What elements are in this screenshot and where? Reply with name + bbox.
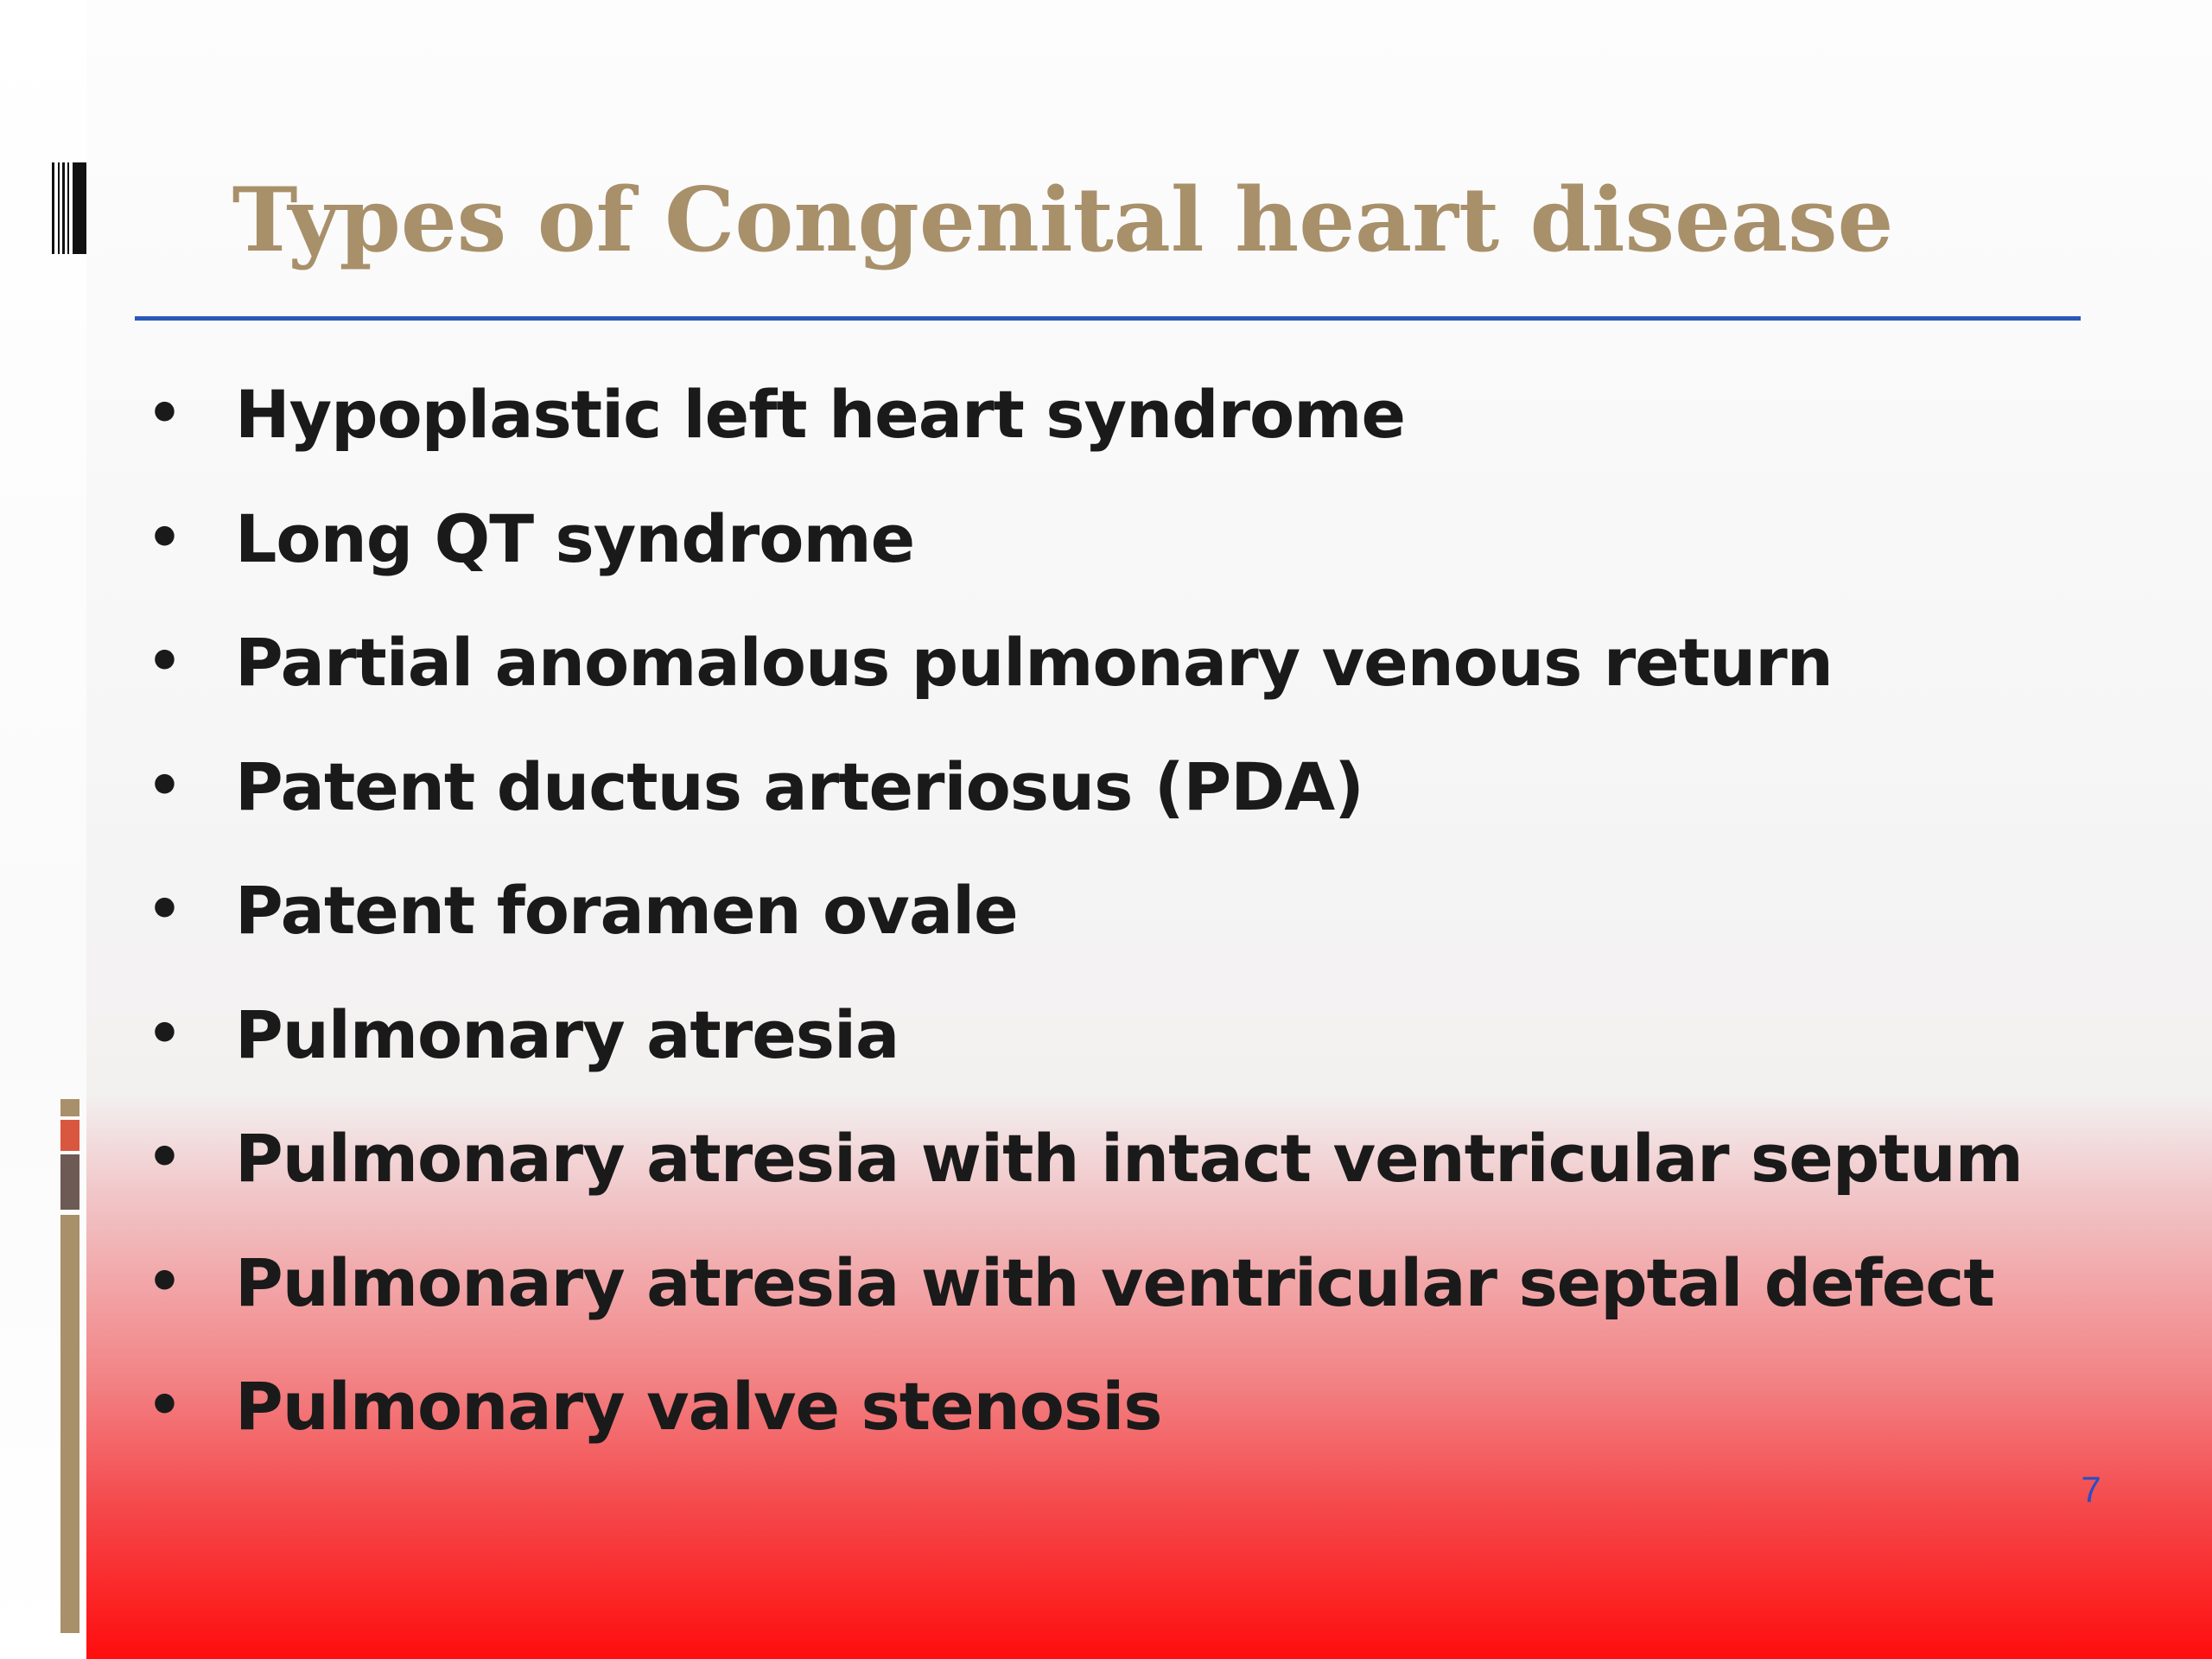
bullet-icon: • (147, 753, 182, 818)
slide-title: Types of Congenital heart disease (232, 168, 1894, 272)
list-item-text: Partial anomalous pulmonary venous return (235, 624, 1833, 701)
list-item-text: Long QT syndrome (235, 499, 915, 577)
bullet-icon: • (147, 878, 182, 942)
color-bar-decoration (60, 1099, 79, 1633)
bullet-icon: • (147, 505, 182, 570)
list-item-text: Patent ductus arteriosus (PDA) (235, 747, 1363, 825)
list-item-text: Pulmonary atresia with intact ventricular septum (235, 1120, 2023, 1197)
bullet-icon: • (147, 1001, 182, 1066)
list-item-text: Pulmonary valve stenosis (235, 1368, 1162, 1445)
bullet-icon: • (147, 1249, 182, 1314)
bullet-icon: • (147, 630, 182, 694)
title-divider (135, 316, 2081, 321)
list-item-text: Hypoplastic left heart syndrome (235, 376, 1405, 453)
bullet-icon: • (147, 382, 182, 446)
bullet-icon: • (147, 1374, 182, 1438)
barcode-decoration (52, 162, 86, 254)
bullet-icon: • (147, 1126, 182, 1190)
list-item-text: Pulmonary atresia with ventricular septal defect (235, 1243, 1994, 1321)
list-item-text: Patent foramen ovale (235, 872, 1018, 949)
list-item-text: Pulmonary atresia (235, 995, 899, 1073)
page-number: 7 (2081, 1469, 2101, 1510)
